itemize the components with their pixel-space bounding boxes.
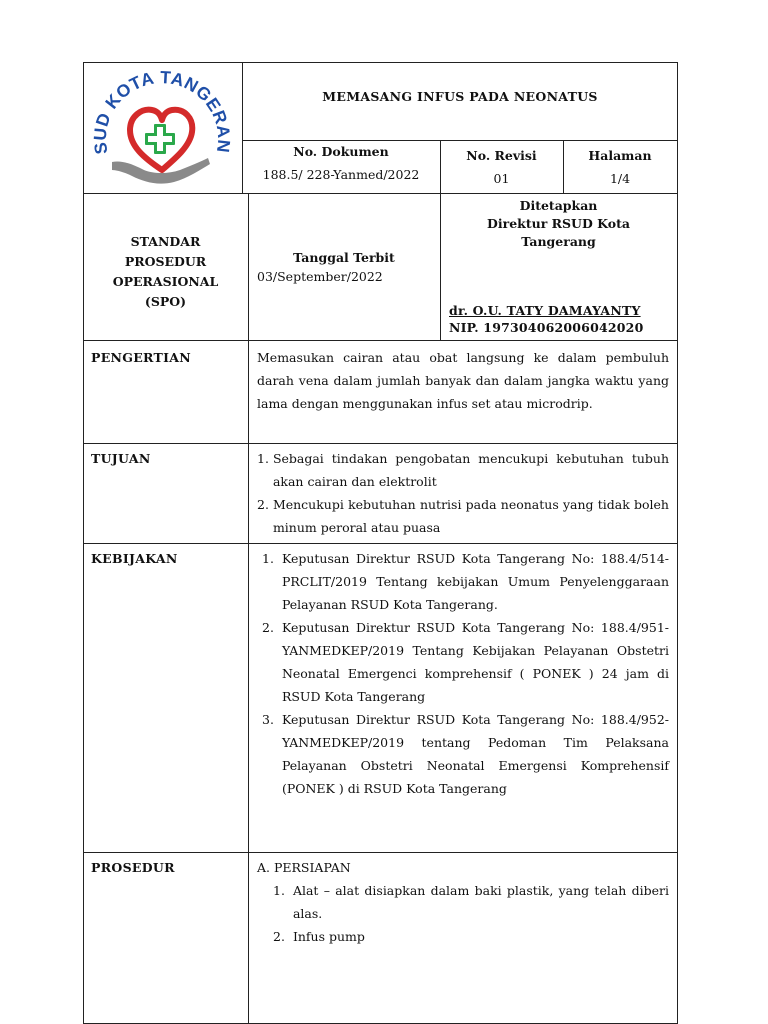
list-item: [257, 447, 669, 493]
list-item-number: 2.: [257, 497, 269, 512]
signer-nip: NIP. 197304062006042020: [449, 320, 644, 335]
doc-no-label: No. Dokumen: [293, 144, 389, 159]
revision-label: No. Revisi: [466, 148, 537, 163]
spo-line-2: PROSEDUR: [124, 254, 207, 269]
spo-heading: [83, 232, 248, 312]
prosedur-content: [257, 856, 669, 948]
table-border-left: [83, 62, 84, 1024]
list-item-text: Mencukupi kebutuhan nutrisi pada neonatus yang tidak boleh minum peroral atau puasa: [272, 497, 669, 535]
list-item-text: Alat – alat disiapkan dalam baki plastik, yang telah diberi alas.: [292, 883, 669, 921]
signer-name: dr. O.U. TATY DAMAYANTY: [449, 303, 641, 318]
approval-line-3: Tangerang: [521, 234, 596, 249]
spo-row-bottom-border: [83, 340, 678, 341]
title-row-divider: [242, 140, 678, 141]
revision-value: 01: [493, 171, 510, 186]
list-item-number: 1.: [273, 883, 285, 898]
list-item: [257, 493, 669, 539]
page-label: Halaman: [588, 148, 652, 163]
list-item-number: 1.: [257, 451, 269, 466]
tujuan-list: [257, 447, 669, 539]
kebijakan-label: KEBIJAKAN: [91, 551, 178, 566]
table-border-right: [677, 62, 678, 1024]
approval-line-1: Ditetapkan: [519, 198, 598, 213]
list-item-number: 1.: [262, 551, 274, 566]
list-item: [262, 616, 669, 708]
document-title: MEMASANG INFUS PADA NEONATUS: [322, 89, 598, 104]
list-item: [262, 708, 669, 800]
approval-line-2: Direktur RSUD Kota: [487, 216, 630, 231]
hospital-logo: [92, 66, 232, 190]
table-border-top: [83, 62, 678, 63]
tujuan-label: TUJUAN: [91, 451, 151, 466]
list-item-text: Keputusan Direktur RSUD Kota Tangerang No: 188.4/952-YANMEDKEP/2019 tentang Pedoman Tim Pelaksana Pelayanan Obstetri Neonatal Emergensi Komprehensif (PONEK ) di RSUD Kota Tangerang: [281, 712, 669, 796]
pengertian-row-bottom-border: [83, 443, 678, 444]
pengertian-label: PENGERTIAN: [91, 350, 191, 365]
svg-text:RSUD KOTA TANGERANG: S D KOTA TANGER: [92, 67, 232, 156]
prosedur-label: PROSEDUR: [91, 860, 175, 875]
spo-line-4: (SPO): [144, 294, 187, 309]
spo-line-3: OPERASIONAL: [112, 274, 219, 289]
hospital-heart-cross-hand-logo-icon: [92, 66, 232, 190]
list-item: [273, 925, 669, 948]
issue-date-value: 03/September/2022: [257, 269, 383, 284]
issue-date-label: Tanggal Terbit: [293, 250, 395, 265]
list-item-text: Keputusan Direktur RSUD Kota Tangerang No: 188.4/951-YANMEDKEP/2019 Tentang Kebijakan Pelayanan Obstetri Neonatal Emergenci komprehensif ( PONEK ) 24 jam di RSUD Kota Tangerang: [281, 620, 669, 704]
approval-block: [440, 197, 677, 251]
pengertian-text: Memasukan cairan atau obat langsung ke dalam pembuluh darah vena dalam jumlah banyak dan dalam jangka waktu yang lama dengan menggunakan infus set atau microdrip.: [257, 350, 669, 411]
spo-line-1: STANDAR: [130, 234, 201, 249]
page-value: 1/4: [609, 171, 631, 186]
content-label-divider: [248, 340, 249, 1024]
prosedur-section-heading: A. PERSIAPAN: [257, 860, 351, 875]
kebijakan-row-bottom-border: [83, 852, 678, 853]
spo-issue-divider: [248, 193, 249, 340]
list-item-text: Sebagai tindakan pengobatan mencukupi kebutuhan tubuh akan cairan dan elektrolit: [272, 451, 669, 489]
list-item: [273, 879, 669, 925]
list-item-number: 2.: [262, 620, 274, 635]
doc-no-value: 188.5/ 228-Yanmed/2022: [262, 167, 420, 182]
kebijakan-list: [262, 547, 669, 800]
list-item-text: Infus pump: [292, 929, 365, 944]
list-item-text: Keputusan Direktur RSUD Kota Tangerang No: 188.4/514-PRCLIT/2019 Tentang kebijakan Umum Penyelenggaraan Pelayanan RSUD Kota Tangerang.: [281, 551, 669, 612]
tujuan-row-bottom-border: [83, 543, 678, 544]
header-bottom-border: [83, 193, 678, 194]
list-item-number: 3.: [262, 712, 274, 727]
list-item: [262, 547, 669, 616]
list-item-number: 2.: [273, 929, 285, 944]
